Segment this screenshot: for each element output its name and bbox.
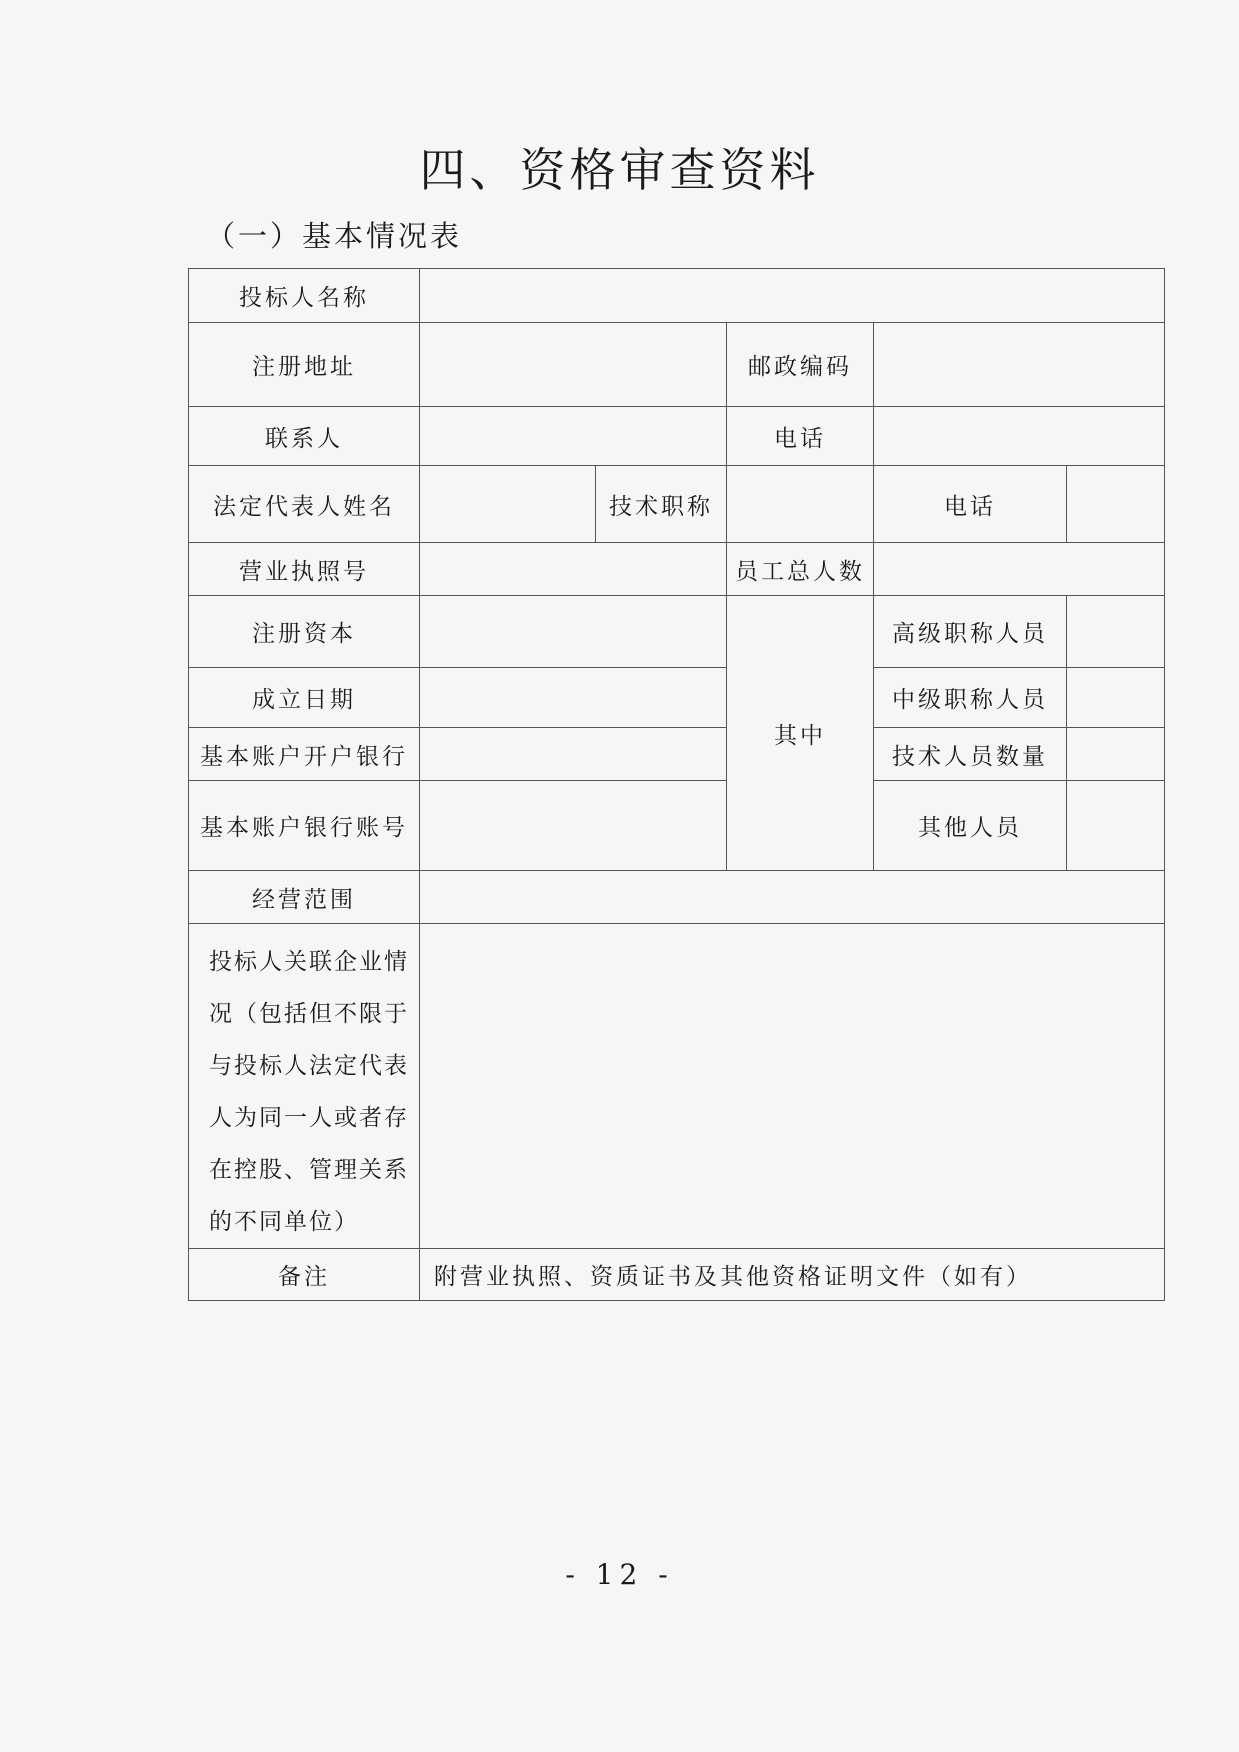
- field-tech-title[interactable]: [727, 466, 874, 543]
- row-business-scope: [189, 871, 1165, 924]
- field-phone[interactable]: [874, 407, 1165, 466]
- field-senior-staff[interactable]: [1067, 596, 1165, 668]
- label-bank-account: 基本账户银行账号: [189, 781, 420, 871]
- related-line: 人为同一人或者存: [209, 1105, 409, 1131]
- field-business-scope[interactable]: [420, 871, 1165, 924]
- label-bank-name: 基本账户开户银行: [189, 728, 420, 781]
- field-postal-code[interactable]: [874, 323, 1165, 407]
- related-line: 的不同单位）: [209, 1209, 359, 1235]
- related-line: 在控股、管理关系: [209, 1157, 409, 1183]
- row-license: [189, 543, 1165, 596]
- section-title: （一）基本情况表: [206, 219, 463, 253]
- field-mid-staff[interactable]: [1067, 668, 1165, 728]
- field-related-enterprises[interactable]: [420, 924, 1165, 1249]
- label-tech-title: 技术职称: [596, 466, 727, 543]
- label-other-staff: 其他人员: [874, 781, 1067, 871]
- page-number: - 12 -: [565, 1558, 674, 1591]
- row-bank-account: [189, 781, 1165, 871]
- field-contact[interactable]: [420, 407, 727, 466]
- related-line: 与投标人法定代表: [209, 1053, 409, 1079]
- label-reg-address: 注册地址: [189, 323, 420, 407]
- field-est-date[interactable]: [420, 668, 727, 728]
- page-title: 四、资格审查资料: [419, 143, 820, 197]
- field-license-no[interactable]: [420, 543, 727, 596]
- row-related: [189, 924, 1165, 1249]
- field-phone-2[interactable]: [1067, 466, 1165, 543]
- label-est-date: 成立日期: [189, 668, 420, 728]
- row-remarks: [189, 1249, 1165, 1301]
- label-contact: 联系人: [189, 407, 420, 466]
- label-total-staff: 员工总人数: [727, 543, 874, 596]
- label-related-enterprises: [189, 924, 420, 1249]
- label-reg-capital: 注册资本: [189, 596, 420, 668]
- field-total-staff[interactable]: [874, 543, 1165, 596]
- label-tech-staff: 技术人员数量: [874, 728, 1067, 781]
- field-bidder-name[interactable]: [420, 269, 1165, 323]
- row-bidder-name: [189, 269, 1165, 323]
- row-est-date: [189, 668, 1165, 728]
- label-senior-staff: 高级职称人员: [874, 596, 1067, 668]
- row-legal-rep: [189, 466, 1165, 543]
- row-address: [189, 323, 1165, 407]
- field-bank-name[interactable]: [420, 728, 727, 781]
- row-reg-capital: [189, 596, 1165, 668]
- label-legal-rep-name: 法定代表人姓名: [189, 466, 420, 543]
- basic-info-table: [188, 268, 1165, 1301]
- label-phone-2: 电话: [874, 466, 1067, 543]
- field-bank-account[interactable]: [420, 781, 727, 871]
- remarks-value: 附营业执照、资质证书及其他资格证明文件（如有）: [420, 1249, 1165, 1301]
- related-line: 况（包括但不限于: [209, 1001, 409, 1027]
- label-remarks: 备注: [189, 1249, 420, 1301]
- label-phone: 电话: [727, 407, 874, 466]
- related-line: 投标人关联企业情: [209, 949, 409, 975]
- field-reg-address[interactable]: [420, 323, 727, 407]
- field-other-staff[interactable]: [1067, 781, 1165, 871]
- field-reg-capital[interactable]: [420, 596, 727, 668]
- label-mid-staff: 中级职称人员: [874, 668, 1067, 728]
- label-license-no: 营业执照号: [189, 543, 420, 596]
- label-bidder-name: 投标人名称: [189, 269, 420, 323]
- row-contact: [189, 407, 1165, 466]
- label-business-scope: 经营范围: [189, 871, 420, 924]
- field-legal-rep-name[interactable]: [420, 466, 596, 543]
- label-postal-code: 邮政编码: [727, 323, 874, 407]
- field-tech-staff[interactable]: [1067, 728, 1165, 781]
- label-among: 其中: [727, 596, 874, 871]
- row-bank-name: [189, 728, 1165, 781]
